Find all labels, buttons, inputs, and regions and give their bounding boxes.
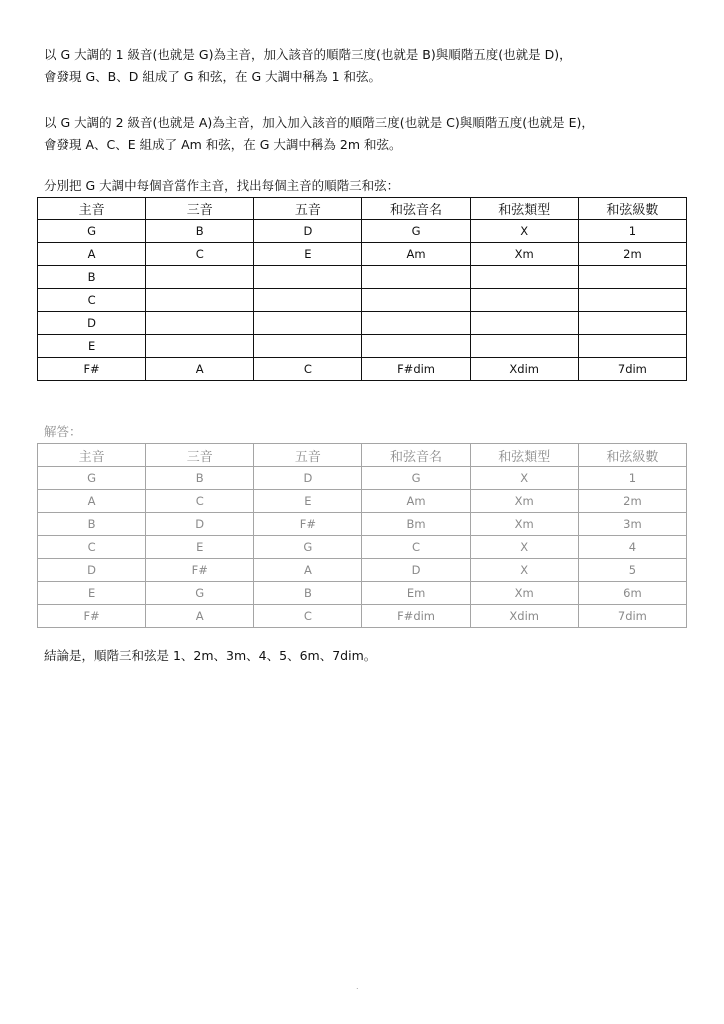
cell-chord-name: C	[362, 536, 470, 559]
paragraph-2	[44, 112, 594, 156]
cell-root: F#	[38, 605, 146, 628]
table-row	[38, 243, 687, 266]
cell-chord-name	[362, 312, 470, 335]
cell-fifth: G	[254, 536, 362, 559]
cell-chord-name	[362, 335, 470, 358]
cell-third: C	[146, 490, 254, 513]
table-row	[38, 582, 687, 605]
cell-third: D	[146, 513, 254, 536]
cell-chord-type: X	[470, 467, 578, 490]
cell-chord-type	[470, 335, 578, 358]
cell-root: G	[38, 220, 146, 243]
cell-root: A	[38, 490, 146, 513]
cell-third	[146, 266, 254, 289]
cell-chord-name: G	[362, 220, 470, 243]
cell-chord-degree: 4	[578, 536, 686, 559]
answer-header-row	[38, 444, 687, 467]
cell-chord-name: G	[362, 467, 470, 490]
cell-root: E	[38, 582, 146, 605]
cell-chord-type: Xm	[470, 243, 578, 266]
cell-fifth: E	[254, 243, 362, 266]
cell-chord-degree: 7dim	[578, 605, 686, 628]
table-row	[38, 513, 687, 536]
cell-chord-degree	[578, 266, 686, 289]
cell-chord-degree: 5	[578, 559, 686, 582]
cell-chord-type: X	[470, 559, 578, 582]
cell-chord-type	[470, 289, 578, 312]
cell-chord-degree: 1	[578, 467, 686, 490]
cell-third: F#	[146, 559, 254, 582]
cell-chord-degree	[578, 335, 686, 358]
cell-root: D	[38, 559, 146, 582]
cell-chord-degree: 2m	[578, 243, 686, 266]
paragraph-2-line-2: 會發現 A、C、E 組成了 Am 和弦，在 G 大調中稱為 2m 和弦。	[44, 137, 402, 152]
table-row	[38, 312, 687, 335]
cell-third: C	[146, 243, 254, 266]
table-row	[38, 335, 687, 358]
cell-chord-name	[362, 266, 470, 289]
cell-fifth: D	[254, 220, 362, 243]
header-chord-name: 和弦音名	[362, 444, 470, 467]
cell-fifth: F#	[254, 513, 362, 536]
cell-fifth	[254, 266, 362, 289]
table-row	[38, 467, 687, 490]
table-row	[38, 266, 687, 289]
cell-root: E	[38, 335, 146, 358]
cell-chord-type: Xdim	[470, 358, 578, 381]
cell-fifth	[254, 312, 362, 335]
cell-chord-type	[470, 266, 578, 289]
cell-fifth	[254, 289, 362, 312]
cell-fifth: D	[254, 467, 362, 490]
header-fifth: 五音	[254, 444, 362, 467]
table-row	[38, 559, 687, 582]
cell-root: C	[38, 289, 146, 312]
cell-chord-type: Xm	[470, 513, 578, 536]
cell-chord-name: F#dim	[362, 605, 470, 628]
cell-fifth: B	[254, 582, 362, 605]
cell-chord-name	[362, 289, 470, 312]
cell-third	[146, 335, 254, 358]
cell-chord-degree	[578, 289, 686, 312]
header-chord-degree: 和弦級數	[578, 198, 686, 220]
cell-chord-degree: 1	[578, 220, 686, 243]
header-chord-name: 和弦音名	[362, 198, 470, 220]
cell-root: B	[38, 513, 146, 536]
exercise-table	[37, 197, 687, 381]
cell-third: E	[146, 536, 254, 559]
header-chord-type: 和弦類型	[470, 444, 578, 467]
cell-chord-degree: 3m	[578, 513, 686, 536]
cell-fifth: C	[254, 605, 362, 628]
cell-chord-type: X	[470, 220, 578, 243]
paragraph-1-line-2: 會發現 G、B、D 組成了 G 和弦，在 G 大調中稱為 1 和弦。	[44, 69, 382, 84]
conclusion: 結論是，順階三和弦是 1、2m、3m、4、5、6m、7dim。	[44, 648, 377, 663]
header-chord-degree: 和弦級數	[578, 444, 686, 467]
header-root: 主音	[38, 444, 146, 467]
cell-chord-type	[470, 312, 578, 335]
cell-fifth: A	[254, 559, 362, 582]
header-third: 三音	[146, 444, 254, 467]
cell-third: A	[146, 605, 254, 628]
cell-third	[146, 312, 254, 335]
cell-root: B	[38, 266, 146, 289]
cell-root: A	[38, 243, 146, 266]
table-row	[38, 220, 687, 243]
cell-third: G	[146, 582, 254, 605]
cell-chord-degree: 7dim	[578, 358, 686, 381]
cell-third: A	[146, 358, 254, 381]
cell-third	[146, 289, 254, 312]
paragraph-2-line-1: 以 G 大調的 2 級音(也就是 A)為主音，加入加入該音的順階三度(也就是 C)與順階五度(也就是 E)，	[44, 115, 594, 130]
header-root: 主音	[38, 198, 146, 220]
cell-chord-degree	[578, 312, 686, 335]
header-fifth: 五音	[254, 198, 362, 220]
answer-table	[37, 443, 687, 628]
cell-chord-name: Bm	[362, 513, 470, 536]
cell-chord-name: Em	[362, 582, 470, 605]
table-row	[38, 490, 687, 513]
cell-chord-degree: 6m	[578, 582, 686, 605]
cell-fifth: C	[254, 358, 362, 381]
exercise-header-row	[38, 198, 687, 220]
cell-chord-type: X	[470, 536, 578, 559]
paragraph-1-line-1: 以 G 大調的 1 級音(也就是 G)為主音，加入該音的順階三度(也就是 B)與順階五度(也就是 D)，	[44, 47, 572, 62]
cell-chord-name: D	[362, 559, 470, 582]
paragraph-1	[44, 44, 572, 88]
header-third: 三音	[146, 198, 254, 220]
cell-root: F#	[38, 358, 146, 381]
table-row	[38, 605, 687, 628]
cell-chord-name: Am	[362, 243, 470, 266]
cell-chord-type: Xdim	[470, 605, 578, 628]
answer-heading: 解答：	[44, 424, 82, 439]
cell-fifth	[254, 335, 362, 358]
cell-fifth: E	[254, 490, 362, 513]
cell-chord-type: Xm	[470, 490, 578, 513]
cell-third: B	[146, 467, 254, 490]
cell-root: C	[38, 536, 146, 559]
cell-root: G	[38, 467, 146, 490]
page-marker: .	[356, 982, 359, 991]
cell-third: B	[146, 220, 254, 243]
cell-root: D	[38, 312, 146, 335]
table-row	[38, 358, 687, 381]
header-chord-type: 和弦類型	[470, 198, 578, 220]
cell-chord-type: Xm	[470, 582, 578, 605]
table-row	[38, 289, 687, 312]
cell-chord-name: F#dim	[362, 358, 470, 381]
cell-chord-name: Am	[362, 490, 470, 513]
table-row	[38, 536, 687, 559]
cell-chord-degree: 2m	[578, 490, 686, 513]
exercise-intro: 分別把 G 大調中每個音當作主音，找出每個主音的順階三和弦：	[44, 178, 400, 193]
